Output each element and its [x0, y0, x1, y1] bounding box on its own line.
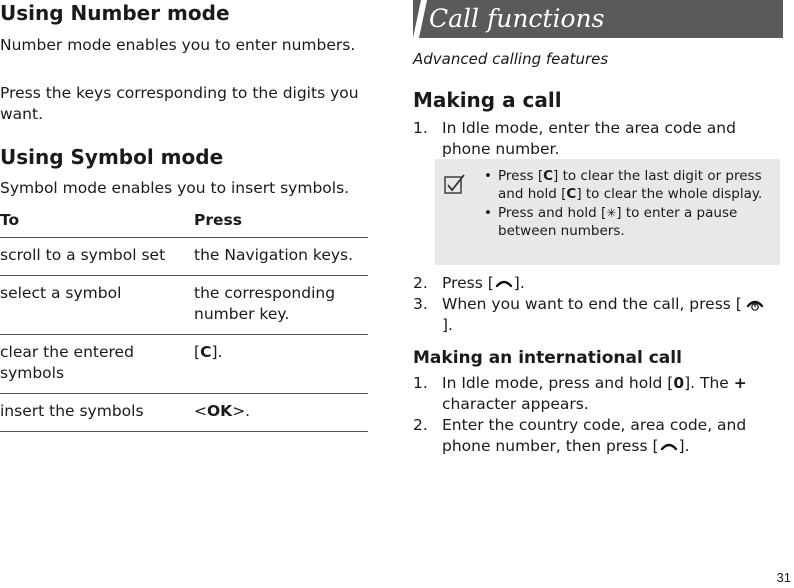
list-item: [413, 118, 773, 160]
star-key-icon: ✳: [606, 206, 617, 220]
list-item: [413, 373, 773, 415]
key-label-ok: OK: [207, 402, 233, 420]
bullet: •: [484, 205, 492, 221]
table-header-press: Press: [194, 205, 368, 238]
send-key-icon: [494, 277, 514, 291]
press-suffix: ].: [211, 343, 223, 361]
list-item: [413, 273, 773, 294]
step-text: ].: [513, 274, 525, 292]
making-call-heading: Making a call: [413, 88, 562, 112]
symbol-mode-heading: Using Symbol mode: [0, 145, 224, 169]
table-cell-press: the corresponding number key.: [194, 276, 368, 335]
number-mode-description: Number mode enables you to enter numbers.: [0, 36, 356, 54]
key-label-c: C: [566, 186, 577, 202]
step-text: ].: [678, 437, 690, 455]
step-text: When you want to end the call, press [: [442, 295, 742, 313]
table-row: [0, 335, 368, 394]
list-item: [413, 294, 773, 336]
symbol-keys-table: [0, 205, 368, 432]
step-number: 1.: [413, 374, 428, 392]
bullet: •: [484, 168, 492, 184]
note-item: [477, 167, 777, 203]
note-box: [435, 159, 780, 265]
table-row: [0, 238, 368, 276]
making-call-steps-part1: [413, 118, 773, 160]
press-prefix: <: [194, 402, 207, 420]
step-text: In Idle mode, press and hold [: [442, 374, 674, 392]
chapter-subtitle: Advanced calling features: [413, 50, 609, 68]
note-list: [477, 167, 777, 240]
table-cell-to: scroll to a symbol set: [0, 238, 194, 276]
page-number: 31: [776, 570, 791, 585]
international-call-steps: [413, 373, 773, 457]
press-suffix: >.: [232, 402, 251, 420]
symbol-mode-description: Symbol mode enables you to insert symbols.: [0, 179, 350, 197]
step-number: 2.: [413, 416, 428, 434]
table-row: [0, 276, 368, 335]
chapter-title: Call functions: [429, 4, 605, 33]
table-header-row: [0, 205, 368, 238]
step-text: In Idle mode, enter the area code and phone number.: [442, 119, 736, 158]
step-text: Enter the country code, area code, and phone number, then press [: [442, 416, 747, 455]
step-number: 2.: [413, 274, 428, 292]
key-label-c: C: [543, 168, 554, 184]
table-cell-to: select a symbol: [0, 276, 194, 335]
banner-accent-bar: [413, 0, 427, 38]
note-text: ] to clear the whole display.: [576, 186, 763, 202]
step-text: ].: [442, 316, 453, 334]
note-text: Press and hold [: [498, 205, 607, 221]
table-cell-to: clear the entered symbols: [0, 335, 194, 394]
note-text: ] to enter a pause between numbers.: [498, 205, 738, 239]
note-item: [477, 204, 777, 240]
table-cell-press: [194, 335, 368, 394]
send-key-icon: [659, 440, 679, 454]
table-cell-to: insert the symbols: [0, 394, 194, 432]
key-label-0: 0: [673, 374, 685, 392]
note-text: ] to clear the last digit or press and hold [: [498, 168, 762, 202]
key-label-c: C: [200, 343, 212, 361]
table-header-to: To: [0, 205, 194, 238]
step-number: 1.: [413, 119, 428, 137]
press-prefix: [: [194, 343, 201, 361]
end-key-icon: [742, 298, 768, 312]
table-cell-press: the Navigation keys.: [194, 238, 368, 276]
table-cell-press: [194, 394, 368, 432]
step-text: character appears.: [442, 395, 589, 413]
international-call-heading: Making an international call: [413, 348, 682, 368]
number-mode-heading: Using Number mode: [0, 1, 230, 25]
step-text: Press [: [442, 274, 494, 292]
chapter-banner: [413, 0, 783, 38]
step-number: 3.: [413, 295, 428, 313]
list-item: [413, 415, 773, 457]
checkbox-check-icon: [444, 173, 466, 195]
note-text: Press [: [498, 168, 544, 184]
table-row: [0, 394, 368, 432]
plus-symbol: +: [733, 374, 747, 392]
step-text: ]. The: [684, 374, 734, 392]
number-mode-instruction: Press the keys corresponding to the digits you want.: [0, 84, 359, 123]
making-call-steps-part2: [413, 273, 773, 336]
